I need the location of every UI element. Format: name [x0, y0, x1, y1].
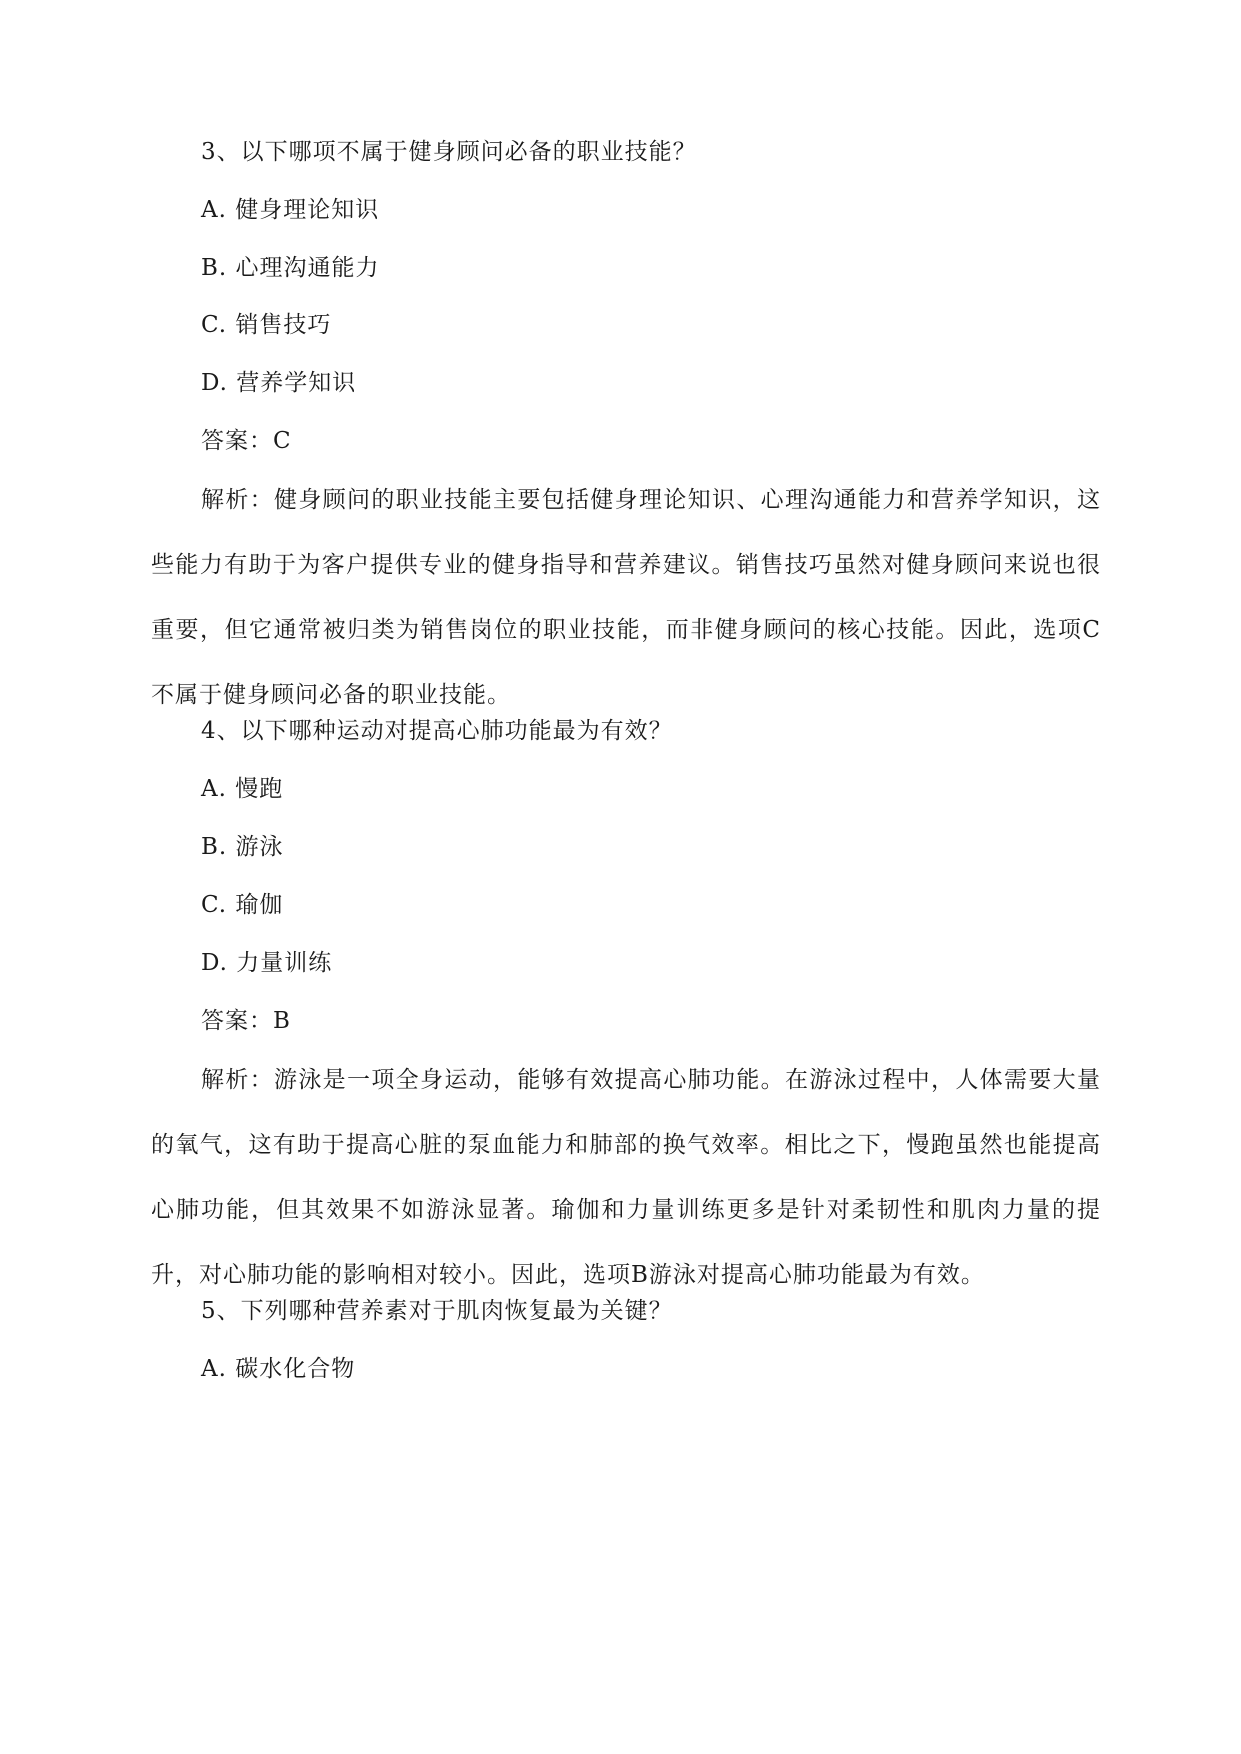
question-5-option-a: A. 碳水化合物	[201, 1356, 356, 1382]
question-3-answer: 答案：C	[201, 428, 292, 454]
question-3-option-b: B. 心理沟通能力	[201, 255, 380, 281]
question-4-stem: 4、以下哪种运动对提高心肺功能最为有效？	[201, 718, 673, 744]
question-4-option-d: D. 力量训练	[201, 950, 333, 976]
question-3-option-c: C. 销售技巧	[201, 312, 332, 338]
question-4-option-c: C. 瑜伽	[201, 892, 284, 918]
question-3-analysis	[151, 468, 1101, 728]
question-5-stem: 5、下列哪种营养素对于肌肉恢复最为关键？	[201, 1298, 673, 1324]
question-4-option-a: A. 慢跑	[201, 776, 284, 802]
question-3-analysis-text: 解析：健身顾问的职业技能主要包括健身理论知识、心理沟通能力和营养学知识，这些能力有助于为客户提供专业的健身指导和营养建议。销售技巧虽然对健身顾问来说也很重要，但它通常被归类为销售岗位的职业技能，而非健身顾问的核心技能。因此，选项C不属于健身顾问必备的职业技能。	[151, 487, 1101, 708]
question-3-option-a: A. 健身理论知识	[201, 197, 380, 223]
question-3-stem: 3、以下哪项不属于健身顾问必备的职业技能？	[201, 139, 697, 165]
question-4-analysis	[151, 1048, 1101, 1308]
question-4-analysis-text: 解析：游泳是一项全身运动，能够有效提高心肺功能。在游泳过程中，人体需要大量的氧气，这有助于提高心脏的泵血能力和肺部的换气效率。相比之下，慢跑虽然也能提高心肺功能，但其效果不如游泳显著。瑜伽和力量训练更多是针对柔韧性和肌肉力量的提升，对心肺功能的影响相对较小。因此，选项B游泳对提高心肺功能最为有效。	[151, 1067, 1101, 1288]
question-4-option-b: B. 游泳	[201, 834, 284, 860]
question-3-option-d: D. 营养学知识	[201, 370, 357, 396]
question-4-answer: 答案：B	[201, 1008, 291, 1034]
